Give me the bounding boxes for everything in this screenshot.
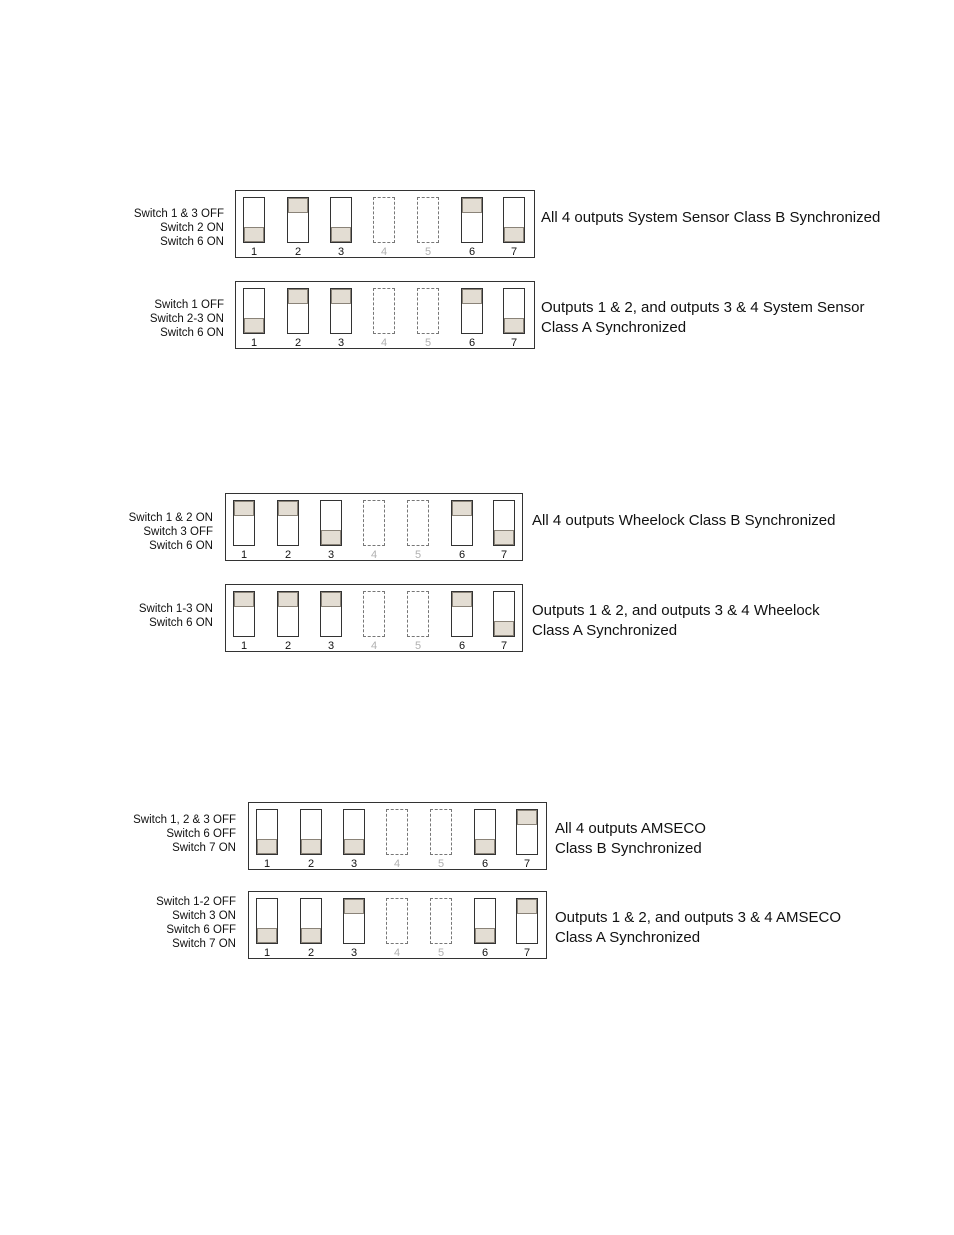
description-line: Class B Synchronized — [555, 840, 702, 857]
switch-setting-label: Switch 7 ON — [172, 938, 236, 950]
switch-setting-label: Switch 1 & 2 ON — [128, 512, 213, 524]
switch-knob-off — [301, 928, 321, 943]
dip-switch-4 — [373, 288, 395, 334]
switch-setting-label: Switch 2-3 ON — [149, 313, 224, 325]
switch-number: 1 — [250, 337, 258, 349]
switch-number: 2 — [294, 337, 302, 349]
switch-number: 7 — [510, 246, 518, 258]
switch-number: 1 — [263, 858, 271, 870]
configuration-description — [532, 601, 836, 641]
dip-switch-1[interactable] — [243, 197, 265, 243]
description-line: Class A Synchronized — [532, 622, 678, 639]
switch-number: 4 — [370, 549, 378, 561]
switch-number: 6 — [481, 858, 489, 870]
switch-knob-off — [257, 839, 277, 854]
switch-number: 2 — [284, 640, 292, 652]
switch-setting-label: Switch 1 & 3 OFF — [133, 208, 224, 220]
switch-knob-on — [288, 198, 308, 213]
dip-switch-1[interactable] — [256, 809, 278, 855]
dip-switch-7[interactable] — [516, 809, 538, 855]
dip-switch-block — [235, 190, 535, 258]
switch-number: 5 — [437, 858, 445, 870]
switch-setting-label: Switch 6 ON — [149, 617, 213, 629]
switch-number: 3 — [350, 947, 358, 959]
switch-knob-off — [494, 530, 514, 545]
dip-switch-3[interactable] — [320, 500, 342, 546]
switch-number: 7 — [510, 337, 518, 349]
dip-switch-2[interactable] — [300, 898, 322, 944]
switch-number: 3 — [327, 640, 335, 652]
dip-switch-2[interactable] — [277, 500, 299, 546]
switch-number: 5 — [424, 337, 432, 349]
dip-switch-block — [235, 281, 535, 349]
switch-knob-on — [452, 501, 472, 516]
switch-number: 7 — [500, 549, 508, 561]
switch-knob-off — [321, 530, 341, 545]
switch-setting-label: Switch 1-3 ON — [138, 603, 213, 615]
switch-number: 4 — [393, 858, 401, 870]
switch-setting-label: Switch 6 ON — [160, 327, 224, 339]
dip-switch-5 — [407, 591, 429, 637]
dip-switch-6[interactable] — [474, 809, 496, 855]
description-line: Outputs 1 & 2, and outputs 3 & 4 AMSECO — [555, 909, 841, 926]
switch-number: 7 — [500, 640, 508, 652]
dip-switch-3[interactable] — [330, 197, 352, 243]
switch-setting-label: Switch 1 OFF — [154, 299, 224, 311]
switch-setting-label: Switch 6 ON — [149, 540, 213, 552]
switch-setting-label: Switch 7 ON — [172, 842, 236, 854]
switch-knob-on — [278, 592, 298, 607]
switch-number: 4 — [370, 640, 378, 652]
switch-knob-off — [331, 227, 351, 242]
dip-switch-4 — [363, 500, 385, 546]
switch-number: 1 — [240, 640, 248, 652]
dip-switch-5 — [417, 197, 439, 243]
dip-switch-diagram — [0, 802, 954, 872]
switch-number: 3 — [337, 246, 345, 258]
dip-switch-3[interactable] — [343, 809, 365, 855]
dip-switch-block — [225, 584, 523, 652]
switch-setting-label: Switch 2 ON — [160, 222, 224, 234]
configuration-description — [555, 819, 838, 859]
switch-knob-on — [288, 289, 308, 304]
dip-switch-7[interactable] — [503, 288, 525, 334]
configuration-description — [541, 298, 865, 338]
switch-knob-on — [344, 899, 364, 914]
switch-knob-off — [504, 318, 524, 333]
dip-switch-diagram — [0, 891, 954, 961]
dip-switch-block — [225, 493, 523, 561]
dip-switch-6[interactable] — [461, 288, 483, 334]
switch-knob-off — [244, 227, 264, 242]
switch-number: 1 — [240, 549, 248, 561]
dip-switch-4 — [373, 197, 395, 243]
dip-switch-1[interactable] — [256, 898, 278, 944]
switch-number: 6 — [468, 246, 476, 258]
switch-knob-off — [494, 621, 514, 636]
switch-number: 5 — [424, 246, 432, 258]
switch-number: 4 — [380, 337, 388, 349]
switch-knob-on — [517, 899, 537, 914]
dip-switch-5 — [430, 809, 452, 855]
description-line: All 4 outputs System Sensor Class B Synchronized — [541, 209, 881, 226]
switch-number: 6 — [458, 640, 466, 652]
dip-switch-5 — [417, 288, 439, 334]
dip-switch-2[interactable] — [300, 809, 322, 855]
description-line: Class A Synchronized — [541, 319, 687, 336]
dip-switch-6[interactable] — [474, 898, 496, 944]
switch-number: 3 — [337, 337, 345, 349]
switch-knob-off — [244, 318, 264, 333]
switch-knob-on — [278, 501, 298, 516]
switch-knob-on — [462, 198, 482, 213]
switch-knob-off — [344, 839, 364, 854]
dip-switch-diagram — [0, 584, 954, 654]
dip-switch-6[interactable] — [461, 197, 483, 243]
switch-number: 5 — [414, 640, 422, 652]
switch-setting-label: Switch 6 OFF — [166, 924, 236, 936]
switch-setting-label: Switch 1, 2 & 3 OFF — [133, 814, 236, 826]
switch-knob-off — [475, 928, 495, 943]
switch-number: 4 — [380, 246, 388, 258]
switch-knob-on — [462, 289, 482, 304]
switch-number: 2 — [307, 947, 315, 959]
switch-number: 5 — [414, 549, 422, 561]
dip-switch-diagram — [0, 493, 954, 563]
dip-switch-6[interactable] — [451, 500, 473, 546]
switch-setting-label: Switch 3 ON — [172, 910, 236, 922]
description-line: Class A Synchronized — [555, 929, 701, 946]
switch-number: 6 — [481, 947, 489, 959]
dip-switch-1[interactable] — [233, 500, 255, 546]
switch-number: 1 — [263, 947, 271, 959]
dip-switch-7[interactable] — [503, 197, 525, 243]
switch-number: 7 — [523, 947, 531, 959]
dip-switch-7[interactable] — [516, 898, 538, 944]
description-line: All 4 outputs AMSECO — [555, 820, 706, 837]
switch-number: 2 — [284, 549, 292, 561]
dip-switch-7[interactable] — [493, 591, 515, 637]
dip-switch-3[interactable] — [330, 288, 352, 334]
dip-switch-3[interactable] — [320, 591, 342, 637]
switch-setting-label: Switch 3 OFF — [143, 526, 213, 538]
dip-switch-3[interactable] — [343, 898, 365, 944]
switch-number: 2 — [294, 246, 302, 258]
dip-switch-block — [248, 802, 547, 870]
description-line: All 4 outputs Wheelock Class B Synchronized — [532, 512, 836, 529]
dip-switch-4 — [386, 809, 408, 855]
dip-switch-5 — [407, 500, 429, 546]
switch-number: 1 — [250, 246, 258, 258]
switch-number: 5 — [437, 947, 445, 959]
switch-number: 6 — [458, 549, 466, 561]
dip-switch-7[interactable] — [493, 500, 515, 546]
switch-setting-label: Switch 1-2 OFF — [156, 896, 236, 908]
dip-switch-2[interactable] — [277, 591, 299, 637]
dip-switch-2[interactable] — [287, 288, 309, 334]
switch-number: 3 — [350, 858, 358, 870]
dip-switch-4 — [386, 898, 408, 944]
configuration-description — [555, 908, 841, 948]
switch-knob-off — [301, 839, 321, 854]
switch-knob-on — [517, 810, 537, 825]
dip-switch-block — [248, 891, 547, 959]
switch-knob-off — [257, 928, 277, 943]
dip-switch-diagram — [0, 281, 954, 351]
switch-knob-off — [475, 839, 495, 854]
switch-number: 7 — [523, 858, 531, 870]
switch-number: 2 — [307, 858, 315, 870]
dip-switch-1[interactable] — [243, 288, 265, 334]
dip-switch-diagram — [0, 190, 954, 260]
dip-switch-6[interactable] — [451, 591, 473, 637]
dip-switch-4 — [363, 591, 385, 637]
description-line: Outputs 1 & 2, and outputs 3 & 4 System Sensor — [541, 299, 865, 316]
switch-setting-label: Switch 6 ON — [160, 236, 224, 248]
dip-switch-1[interactable] — [233, 591, 255, 637]
configuration-description — [541, 208, 881, 228]
switch-number: 4 — [393, 947, 401, 959]
switch-knob-on — [234, 501, 254, 516]
switch-knob-off — [504, 227, 524, 242]
switch-knob-on — [321, 592, 341, 607]
switch-knob-on — [234, 592, 254, 607]
configuration-description — [532, 511, 836, 531]
switch-number: 3 — [327, 549, 335, 561]
switch-number: 6 — [468, 337, 476, 349]
switch-knob-on — [331, 289, 351, 304]
description-line: Outputs 1 & 2, and outputs 3 & 4 Wheelock — [532, 602, 820, 619]
dip-switch-2[interactable] — [287, 197, 309, 243]
switch-setting-label: Switch 6 OFF — [166, 828, 236, 840]
dip-switch-5 — [430, 898, 452, 944]
switch-knob-on — [452, 592, 472, 607]
